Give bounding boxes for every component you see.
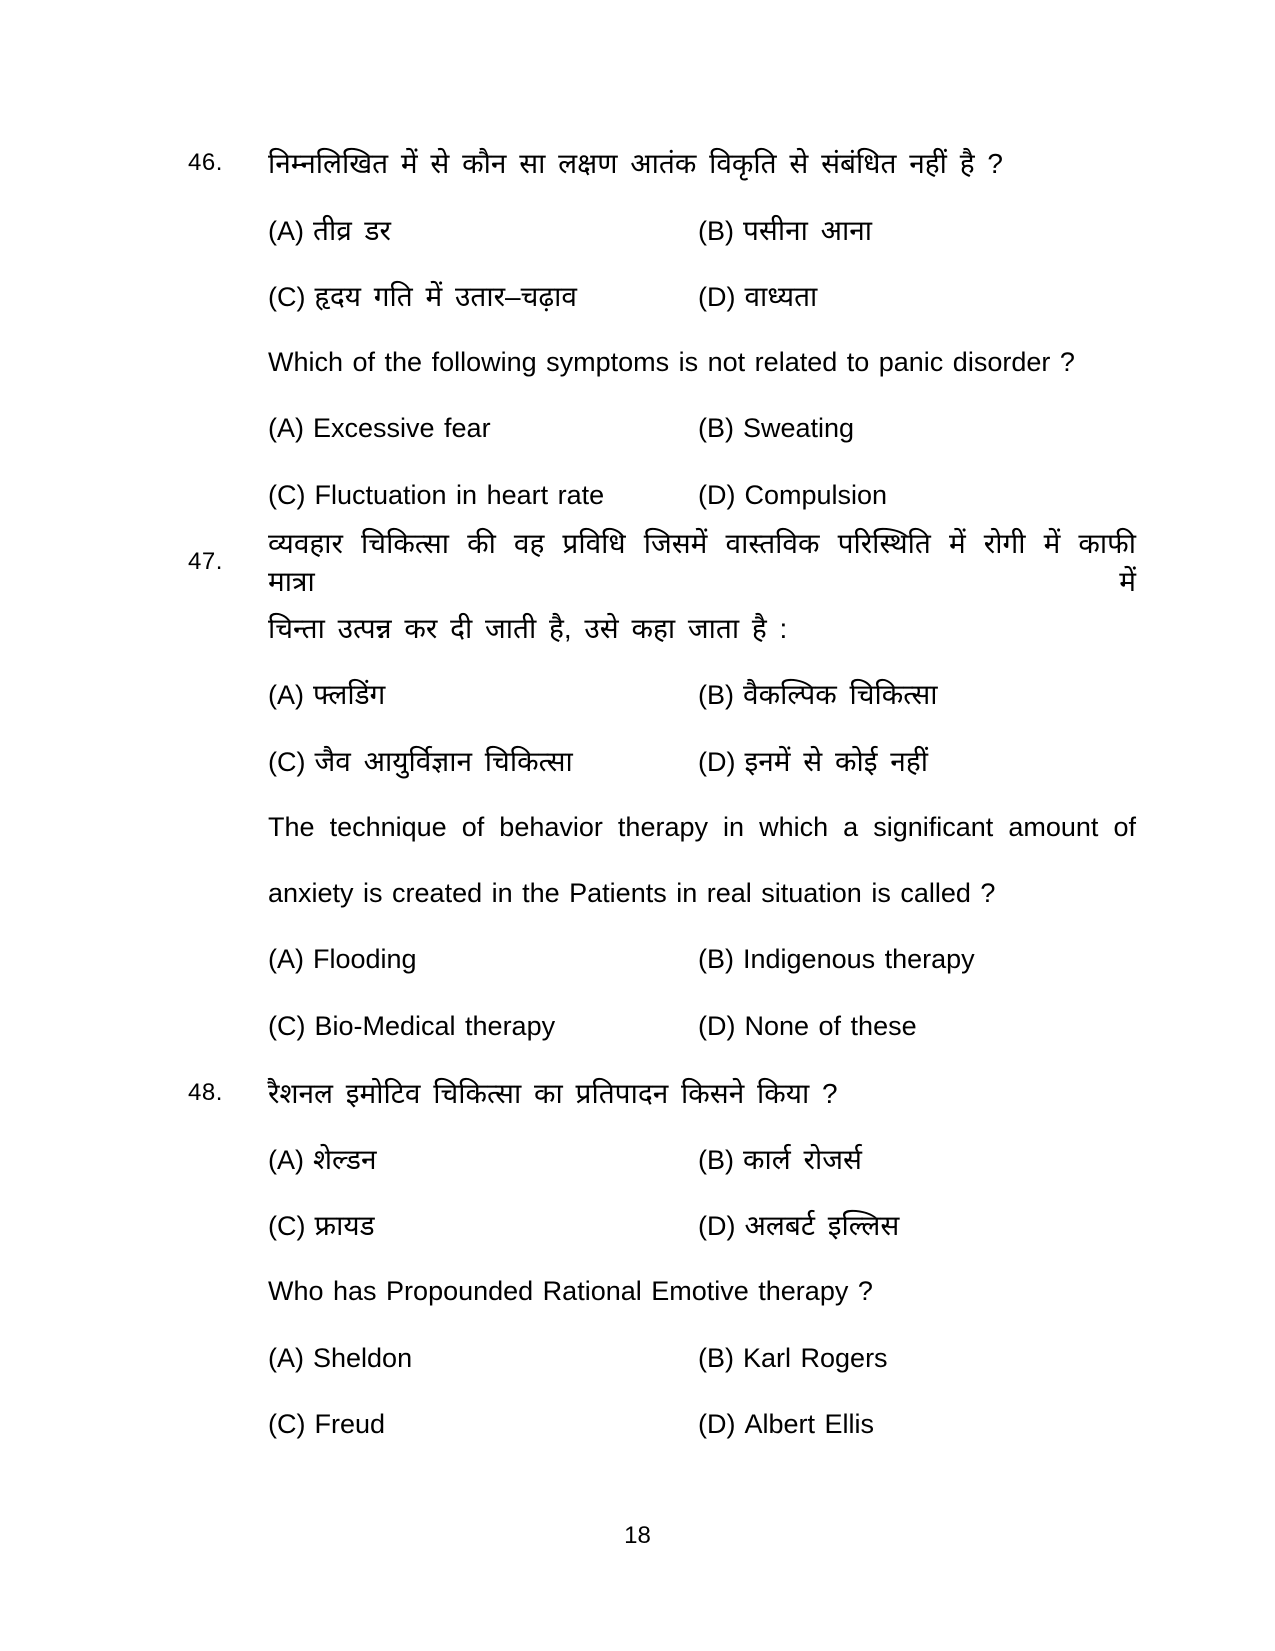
question-48-english-stem [0, 1259, 1136, 1325]
option-46-hindi-c [268, 277, 698, 315]
question-47-hindi-options-ab [0, 661, 1136, 727]
option-label: (B) [698, 1342, 734, 1373]
option-text: Flooding [313, 944, 417, 975]
option-text: Fluctuation in heart rate [314, 479, 605, 510]
option-label: (B) [698, 413, 734, 444]
option-label: (A) [268, 215, 304, 246]
option-46-english-a [268, 413, 698, 444]
option-label: (C) [268, 1211, 306, 1242]
option-text: Sheldon [313, 1342, 413, 1373]
option-48-hindi-c [268, 1206, 698, 1244]
option-label: (C) [268, 746, 306, 777]
option-label: (A) [268, 413, 304, 444]
questions-block [0, 130, 1136, 1458]
option-48-english-d [698, 1409, 1136, 1440]
option-text: Sweating [743, 413, 855, 444]
option-48-english-b [698, 1343, 1136, 1374]
option-text: Albert Ellis [744, 1409, 875, 1440]
option-text: पसीना आना [743, 214, 873, 246]
option-label: (B) [698, 215, 734, 246]
option-text: Indigenous therapy [743, 944, 975, 975]
option-label: (D) [698, 1010, 736, 1041]
option-48-hindi-d [698, 1206, 1136, 1244]
option-47-hindi-a [268, 675, 698, 713]
option-text: Compulsion [744, 479, 888, 510]
question-46-hindi-options-ab [0, 196, 1136, 262]
question-46-english-options-ab [0, 396, 1136, 462]
option-text: जैव आयुर्विज्ञान चिकित्सा [314, 745, 573, 777]
question-46-english-text: Which of the following symptoms is not related to panic disorder ? [268, 346, 1075, 377]
option-46-english-d [698, 480, 1136, 511]
question-48-english-options-cd [0, 1391, 1136, 1457]
option-label: (A) [268, 944, 304, 975]
option-46-hindi-a [268, 211, 698, 249]
option-48-hindi-a [268, 1140, 698, 1178]
option-label: (C) [268, 1010, 306, 1041]
question-46-english-stem [0, 329, 1136, 395]
option-text: None of these [744, 1010, 917, 1041]
question-48-english-options-ab [0, 1325, 1136, 1391]
option-46-english-c [268, 480, 698, 511]
page-number: 18 [624, 1522, 651, 1549]
question-46-hindi-stem [0, 130, 1136, 196]
option-46-hindi-b [698, 211, 1136, 249]
option-label: (A) [268, 1342, 304, 1373]
option-48-english-c [268, 1409, 698, 1440]
question-47-number: 47. [188, 547, 223, 575]
question-48-hindi-stem [0, 1059, 1136, 1125]
option-label: (D) [698, 746, 736, 777]
question-47-hindi-options-cd [0, 728, 1136, 794]
option-text: Freud [314, 1409, 386, 1440]
option-text: कार्ल रोजर्स [743, 1144, 862, 1176]
option-text: Karl Rogers [743, 1342, 888, 1373]
option-text: इनमें से कोई नहीं [744, 745, 928, 777]
question-47-english-text-line1: The technique of behavior therapy in which a significant amount of [268, 811, 1136, 842]
option-label: (D) [698, 1211, 736, 1242]
option-text: फ्रायड [314, 1210, 375, 1242]
question-47-hindi-text-line1: व्यवहार चिकित्सा की वह प्रविधि जिसमें वास्तविक परिस्थिति में रोगी में काफी मात्रा में [268, 527, 1136, 597]
option-46-hindi-d [698, 277, 1136, 315]
question-46-hindi-text: निम्नलिखित में से कौन सा लक्षण आतंक विकृति से संबंधित नहीं है ? [268, 148, 1003, 180]
option-label: (D) [698, 479, 736, 510]
question-46-number: 46. [188, 149, 223, 177]
option-47-hindi-b [698, 675, 1136, 713]
question-47-english-options-cd [0, 993, 1136, 1059]
option-text: फ्लडिंग [313, 679, 386, 711]
question-47-english-text-line2: anxiety is created in the Patients in real situation is called ? [268, 877, 996, 908]
question-47-hindi-stem-line2 [0, 595, 1136, 661]
question-46-english-options-cd [0, 462, 1136, 528]
question-47-english-stem-line1 [0, 794, 1136, 860]
option-label: (A) [268, 680, 304, 711]
question-48-number: 48. [188, 1078, 223, 1106]
option-label: (C) [268, 281, 306, 312]
option-47-english-d [698, 1011, 1136, 1042]
question-48-english-text: Who has Propounded Rational Emotive therapy ? [268, 1276, 873, 1307]
option-text: वैकल्पिक चिकित्सा [743, 679, 938, 711]
question-47-hindi-stem-line1 [0, 527, 1136, 597]
option-label: (A) [268, 1145, 304, 1176]
option-text: शेल्डन [313, 1144, 377, 1176]
question-47-hindi-text-line2: चिन्ता उत्पन्न कर दी जाती है, उसे कहा जाता है : [268, 612, 788, 644]
option-text: तीव्र डर [313, 214, 391, 246]
option-text: हृदय गति में उतार–चढ़ाव [314, 280, 577, 312]
question-48-hindi-text: रैशनल इमोटिव चिकित्सा का प्रतिपादन किसने किया ? [268, 1077, 838, 1109]
option-label: (D) [698, 281, 736, 312]
option-label: (D) [698, 1409, 736, 1440]
option-47-english-b [698, 944, 1136, 975]
option-47-hindi-d [698, 742, 1136, 780]
option-46-english-b [698, 413, 1136, 444]
option-47-hindi-c [268, 742, 698, 780]
question-46-hindi-options-cd [0, 263, 1136, 329]
option-text: Excessive fear [313, 413, 491, 444]
option-48-hindi-b [698, 1140, 1136, 1178]
option-label: (C) [268, 479, 306, 510]
option-label: (B) [698, 680, 734, 711]
option-label: (C) [268, 1409, 306, 1440]
question-47-english-stem-line2 [0, 860, 1136, 926]
option-label: (B) [698, 944, 734, 975]
option-text: Bio-Medical therapy [314, 1010, 556, 1041]
question-48-hindi-options-ab [0, 1126, 1136, 1192]
question-47-english-options-ab [0, 927, 1136, 993]
question-48-hindi-options-cd [0, 1192, 1136, 1258]
option-text: अलबर्ट इल्लिस [744, 1210, 900, 1242]
option-label: (B) [698, 1145, 734, 1176]
option-48-english-a [268, 1343, 698, 1374]
option-47-english-c [268, 1011, 698, 1042]
option-47-english-a [268, 944, 698, 975]
option-text: वाध्यता [744, 280, 818, 312]
